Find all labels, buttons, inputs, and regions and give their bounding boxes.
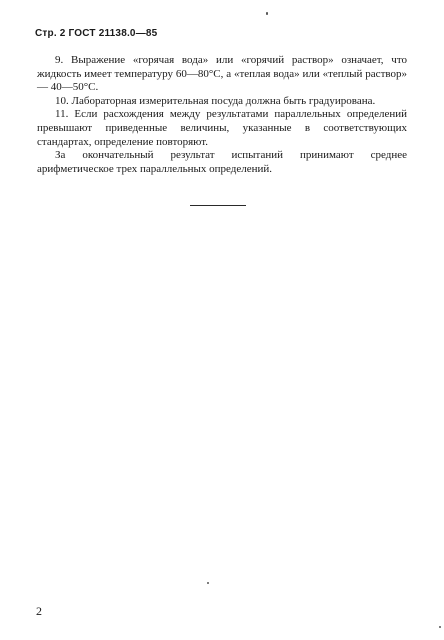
section-divider <box>190 205 246 206</box>
body-text <box>37 54 407 176</box>
paragraph-final-result: За окончательный результат испытаний принимают среднее арифметическое трех параллельных определений. <box>37 149 407 175</box>
page-number: 2 <box>36 604 42 618</box>
paragraph-item-9: 9. Выражение «горячая вода» или «горячий раствор» означает, что жидкость имеет температуру 60—80°С, а «теплая вода» или «теплый раствор» — 40—50°С. <box>37 54 407 94</box>
paragraph-item-10: 10. Лабораторная измерительная посуда должна быть градуирована. <box>55 94 376 107</box>
scan-speck <box>439 626 441 628</box>
scan-speck <box>207 582 209 584</box>
page-header: Стр. 2 ГОСТ 21138.0—85 <box>35 28 158 39</box>
paragraph-item-11: 11. Если расхождения между результатами параллельных определений превышают приведенные величины, указанные в соответствующих стандартах, определение повторяют. <box>37 108 407 148</box>
scan-speck <box>266 12 268 15</box>
